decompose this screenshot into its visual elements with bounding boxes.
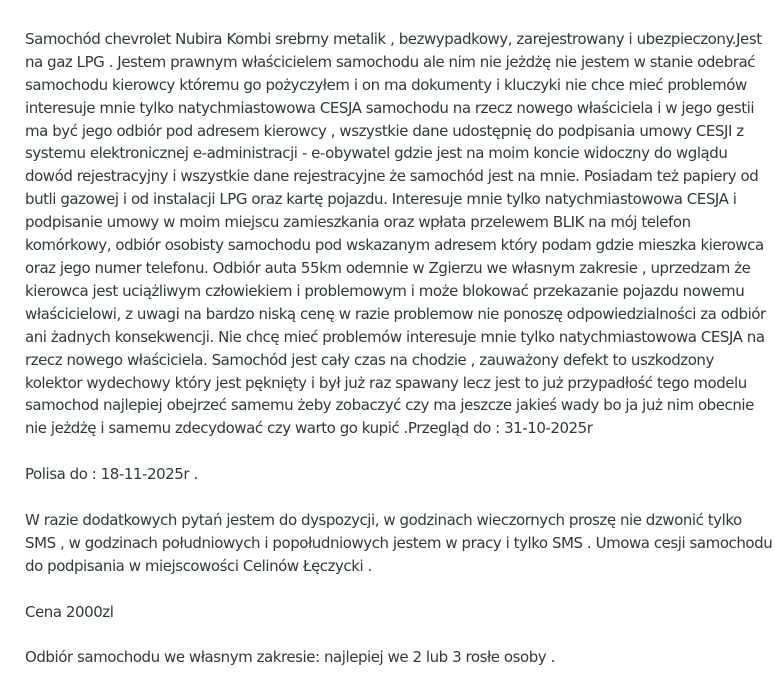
- description-price-line: Cena 2000zl: [25, 602, 114, 621]
- description-main-paragraph: Samochód chevrolet Nubira Kombi srebrny metalik , bezwypadkowy, zarejestrowany i ubezpieczony.Jest na gaz LPG . Jestem prawnym właścicielem samochodu ale nim nie jeżdżę nie jestem w stanie odebrać samochodu kierowcy któremu go pożyczyłem i on ma dokumenty i kluczyki nie chce mieć problemów interesuje mnie tylko natychmiastowowa CESJA samochodu na rzecz nowego właściciela i w jego gestii ma być jego odbiór pod adresem kierowcy , wszystkie dane udostępnię do podpisania umowy CESJI z systemu elektronicznej e-administracji - e-obywatel gdzie jest na moim koncie widoczny do wglądu dowód rejestracyjny i wszystkie dane rejestracyjne że samochód jest na mnie. Posiadam też papiery od butli gazowej i od instalacji LPG oraz kartę pojazdu. Interesuje mnie tylko natychmiastowowa CESJA i podpisanie umowy w moim miejscu zamieszkania oraz wpłata przelewem BLIK na mój telefon komórkowy, odbiór osobisty samochodu pod wskazanym adresem który podam gdzie mieszka kierowca oraz jego numer telefonu. Odbiór auta 55km odemnie w Zgierzu we własnym zakresie , uprzedzam że kierowca jest uciążliwym człowiekiem i problemowym i może blokować przekazanie pojazdu nowemu właścicielowi, z uwagi na bardzo niską cenę w razie problemow nie ponoszę odpowiedzialności za odbiór ani żadnych konsekwencji. Nie chcę mieć problemów interesuje mnie tylko natychmiastowowa CESJA na rzecz nowego właściciela. Samochód jest cały czas na chodzie , zauważony defekt to uszkodzony kolektor wydechowy który jest pęknięty i był już raz spawany lecz jest to już przypadłość tego modelu samochod najlepiej obejrzeć samemu żeby zobaczyć czy ma jeszcze jakieś wady bo ja już nim obecnie nie jeżdżę i samemu zdecydować czy warto go kupić .Przegląd do : 31-10-2025r: [25, 29, 766, 438]
- description-policy-line: Polisa do : 18-11-2025r .: [25, 465, 198, 484]
- description-pickup-line: Odbiór samochodu we własnym zakresie: najlepiej we 2 lub 3 rosłe osoby .: [25, 648, 555, 667]
- description-contact-paragraph: W razie dodatkowych pytań jestem do dyspozycji, w godzinach wieczornych proszę nie dzwonić tylko SMS , w godzinach południowych i popołudniowych jestem w pracy i tylko SMS . Umowa cesji samochodu do podpisania w miejscowości Celinów Łęczycki .: [25, 510, 773, 575]
